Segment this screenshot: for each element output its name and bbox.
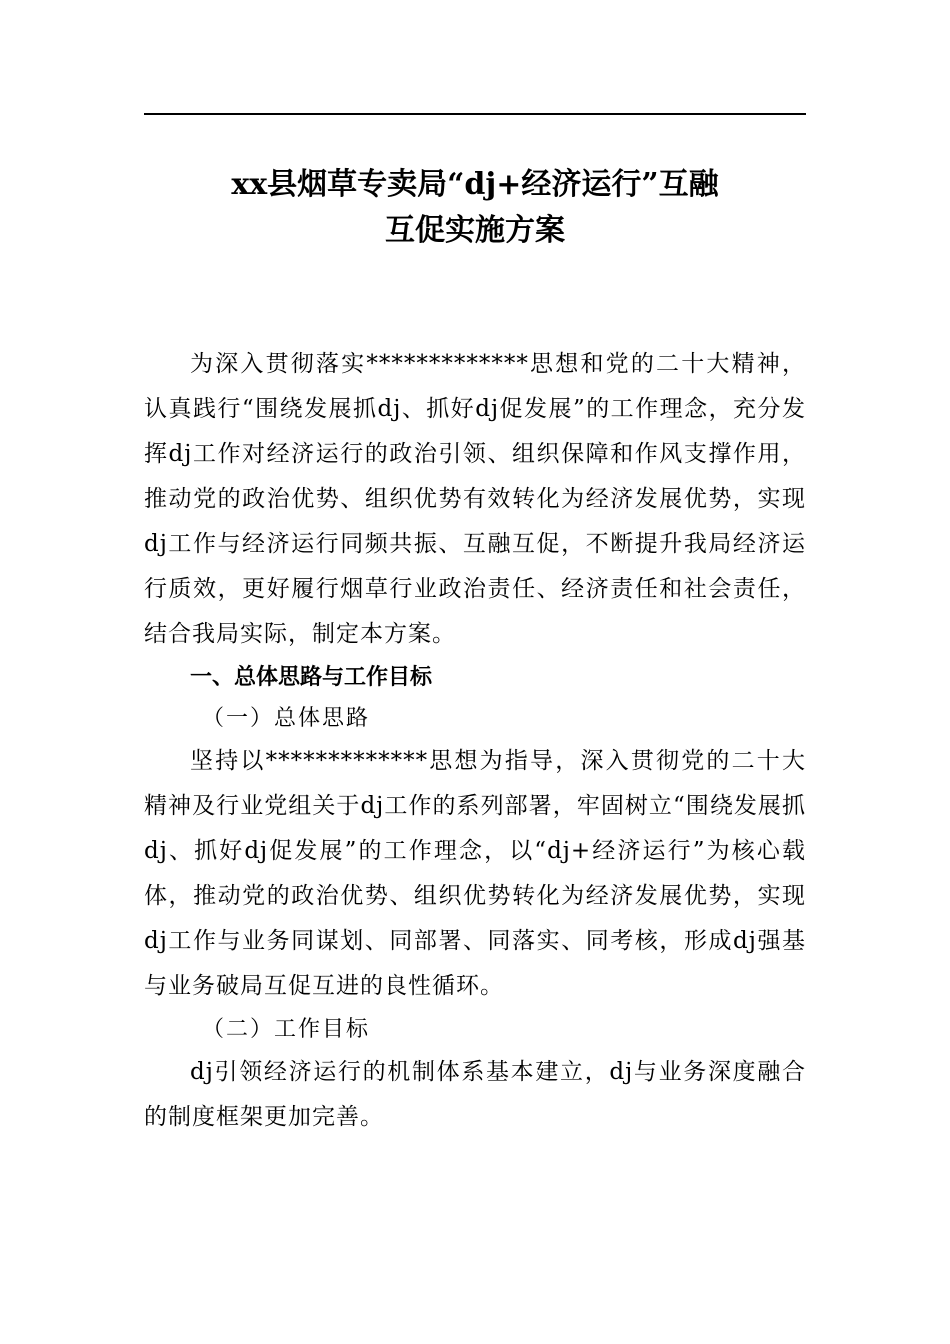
title-line-2: 互促实施方案 <box>385 213 565 248</box>
title-line-1: xx县烟草专卖局“dj+经济运行”互融 <box>231 167 719 202</box>
subsection-heading-1: （一）总体思路 <box>202 706 371 731</box>
subsection-1-paragraph: 坚持以*************思想为指导，深入贯彻党的二十大精神及行业党组关于dj工作的系列部署，牢固树立“围绕发展抓dj、抓好dj促发展”的工作理念，以“dj+经济运行”为核心载体，推动党的政治优势、组织优势转化为经济发展优势，实现dj工作与业务同谋划、同部署、同落实、同考核，形成dj强基与业务破局互促互进的良性循环。 <box>144 748 806 999</box>
document-body <box>144 342 806 1140</box>
intro-paragraph: 为深入贯彻落实*************思想和党的二十大精神，认真践行“围绕发展抓dj、抓好dj促发展”的工作理念，充分发挥dj工作对经济运行的政治引领、组织保障和作风支撑作用，推动党的政治优势、组织优势有效转化为经济发展优势，实现dj工作与经济运行同频共振、互融互促，不断提升我局经济运行质效，更好履行烟草行业政治责任、经济责任和社会责任，结合我局实际，制定本方案。 <box>144 351 806 647</box>
document-title <box>144 162 806 254</box>
section-heading-1: 一、总体思路与工作目标 <box>190 665 433 690</box>
subsection-heading-2: （二）工作目标 <box>202 1017 371 1042</box>
header-rule <box>144 113 806 115</box>
subsection-2-paragraph: dj引领经济运行的机制体系基本建立，dj与业务深度融合的制度框架更加完善。 <box>144 1059 806 1130</box>
